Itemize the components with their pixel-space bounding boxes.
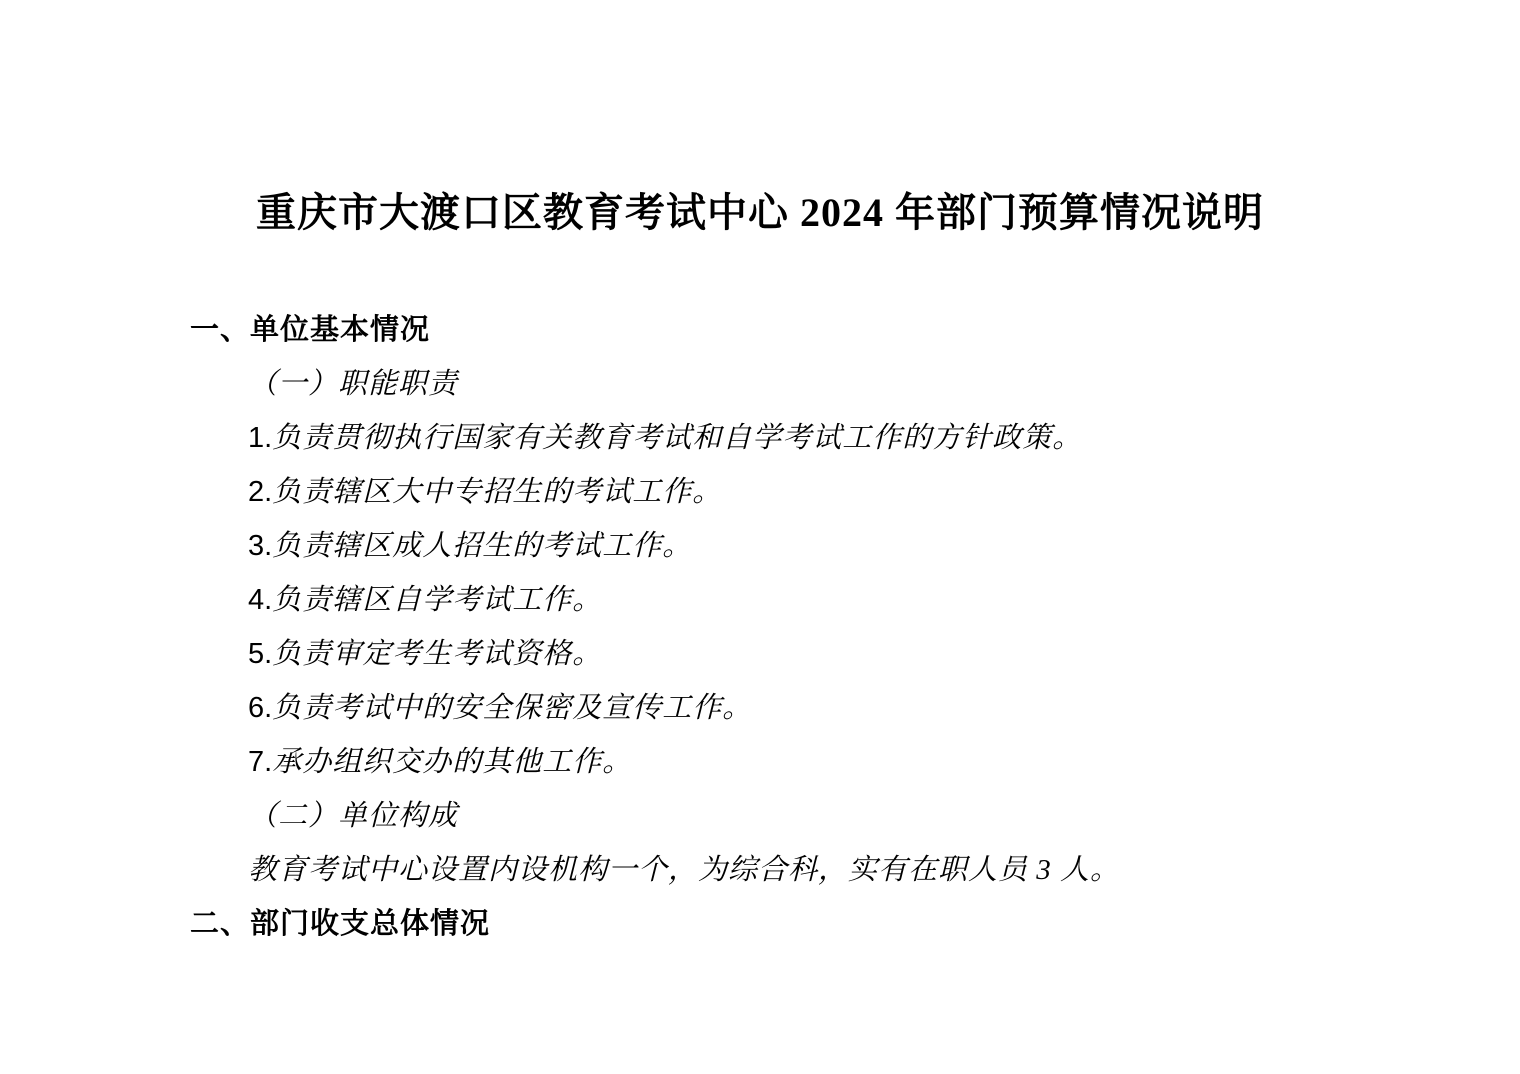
duty-item [190, 735, 1380, 789]
subsection-heading-duties: （一）职能职责 [248, 368, 459, 400]
duty-item-number: 1. [248, 422, 273, 454]
duty-item [190, 627, 1380, 681]
duty-item-number: 2. [248, 476, 273, 508]
document-title: 重庆市大渡口区教育考试中心 2024 年部门预算情况说明 [256, 190, 1264, 235]
duty-item-text: 负责辖区自学考试工作。 [272, 584, 603, 616]
duty-item [190, 519, 1380, 573]
duty-item-text: 负责辖区大中专招生的考试工作。 [272, 476, 723, 508]
section-heading-revenue-expenditure: 二、部门收支总体情况 [190, 908, 491, 940]
duty-item-text: 负责贯彻执行国家有关教育考试和自学考试工作的方针政策。 [272, 422, 1083, 454]
duty-item-text: 负责审定考生考试资格。 [272, 638, 603, 670]
document-body [190, 303, 1380, 951]
duty-item [190, 411, 1380, 465]
duty-item-number: 4. [248, 584, 273, 616]
duty-item-number: 6. [248, 692, 273, 724]
section-heading-basic-info: 一、单位基本情况 [190, 314, 431, 346]
duty-item [190, 465, 1380, 519]
duty-item-number: 3. [248, 530, 273, 562]
duty-item-text: 承办组织交办的其他工作。 [272, 746, 633, 778]
duty-item-number: 7. [248, 746, 273, 778]
duty-item [190, 573, 1380, 627]
duty-item [190, 681, 1380, 735]
unit-composition-paragraph: 教育考试中心设置内设机构一个，为综合科，实有在职人员 3 人。 [248, 854, 1121, 886]
subsection-heading-unit-composition: （二）单位构成 [248, 800, 459, 832]
duty-item-text: 负责考试中的安全保密及宣传工作。 [272, 692, 753, 724]
duty-item-number: 5. [248, 638, 273, 670]
duty-item-text: 负责辖区成人招生的考试工作。 [272, 530, 693, 562]
